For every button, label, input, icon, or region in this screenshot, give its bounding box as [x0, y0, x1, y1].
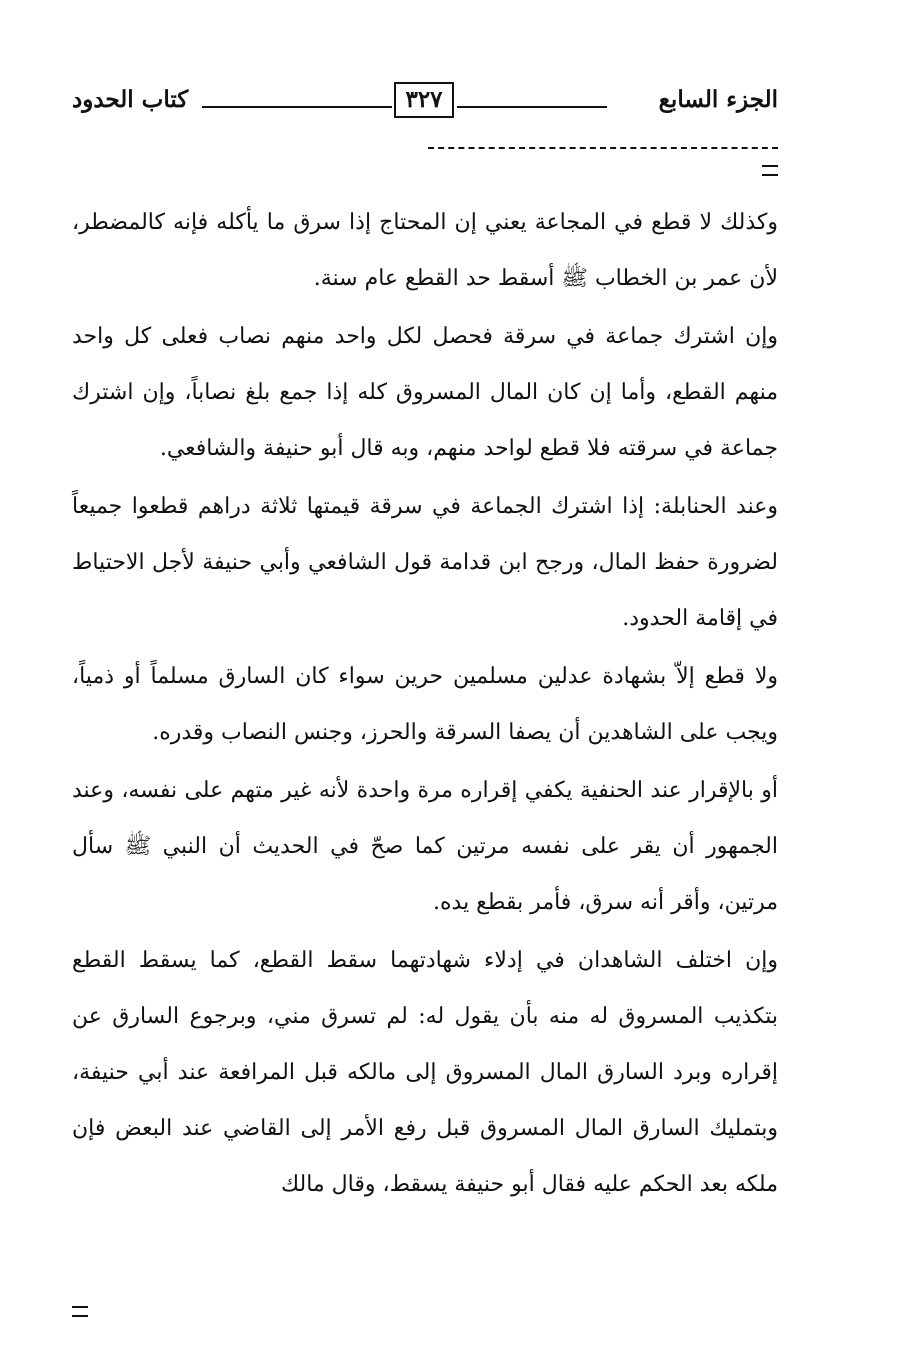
continuation-mark-bottom — [72, 1306, 88, 1317]
paragraph-6: وإن اختلف الشاهدان في إدلاء شهادتهما سقط القطع، كما يسقط القطع بتكذيب المسروق له منه بأن يقول له: لم تسرق مني، وبرجوع السارق عن إقراره وبرد السارق المال المسروق إلى مالكه قبل المرافعة عند أبي حنيفة، وبتمليك السارق المال المسروق قبل رفع الأمر إلى القاضي عند البعض فإن ملكه بعد الحكم عليه فقال أبو حنيفة يسقط، وقال مالك — [72, 948, 778, 1197]
paragraph-1: وكذلك لا قطع في المجاعة يعني إن المحتاج إذا سرق ما يأكله فإنه كالمضطر، لأن عمر بن الخطاب ﷺ أسقط حد القطع عام سنة. — [72, 210, 778, 291]
dashed-separator — [428, 147, 778, 149]
volume-label: الجزء السابع — [658, 86, 778, 113]
paragraph-4: ولا قطع إلاّ بشهادة عدلين مسلمين حرين سواء كان السارق مسلماً أو ذمياً، ويجب على الشاهدين أن يصفا السرقة والحرز، وجنس النصاب وقدره. — [72, 664, 778, 745]
page-body — [72, 195, 778, 1215]
header-rule-right — [457, 106, 607, 108]
page-header — [72, 82, 778, 122]
paragraph-3: وعند الحنابلة: إذا اشترك الجماعة في سرقة قيمتها ثلاثة دراهم قطعوا جميعاً لضرورة حفظ المال، ورجح ابن قدامة قول الشافعي وأبي حنيفة لأجل الاحتياط في إقامة الحدود. — [72, 494, 778, 631]
continuation-mark-top — [762, 165, 778, 176]
page-number: ٣٢٧ — [394, 82, 454, 118]
paragraph-5: أو بالإقرار عند الحنفية يكفي إقراره مرة واحدة لأنه غير متهم على نفسه، وعند الجمهور أن يقر على نفسه مرتين كما صحّ في الحديث أن النبي ﷺ سأل مرتين، وأقر أنه سرق، فأمر بقطع يده. — [72, 778, 778, 915]
book-title: كتاب الحدود — [72, 86, 189, 113]
paragraph-2: وإن اشترك جماعة في سرقة فحصل لكل واحد منهم نصاب فعلى كل واحد منهم القطع، وأما إن كان المال المسروق كله إذا جمع بلغ نصاباً، وإن اشترك جماعة في سرقته فلا قطع لواحد منهم، وبه قال أبو حنيفة والشافعي. — [72, 324, 778, 461]
header-rule-left — [202, 106, 392, 108]
